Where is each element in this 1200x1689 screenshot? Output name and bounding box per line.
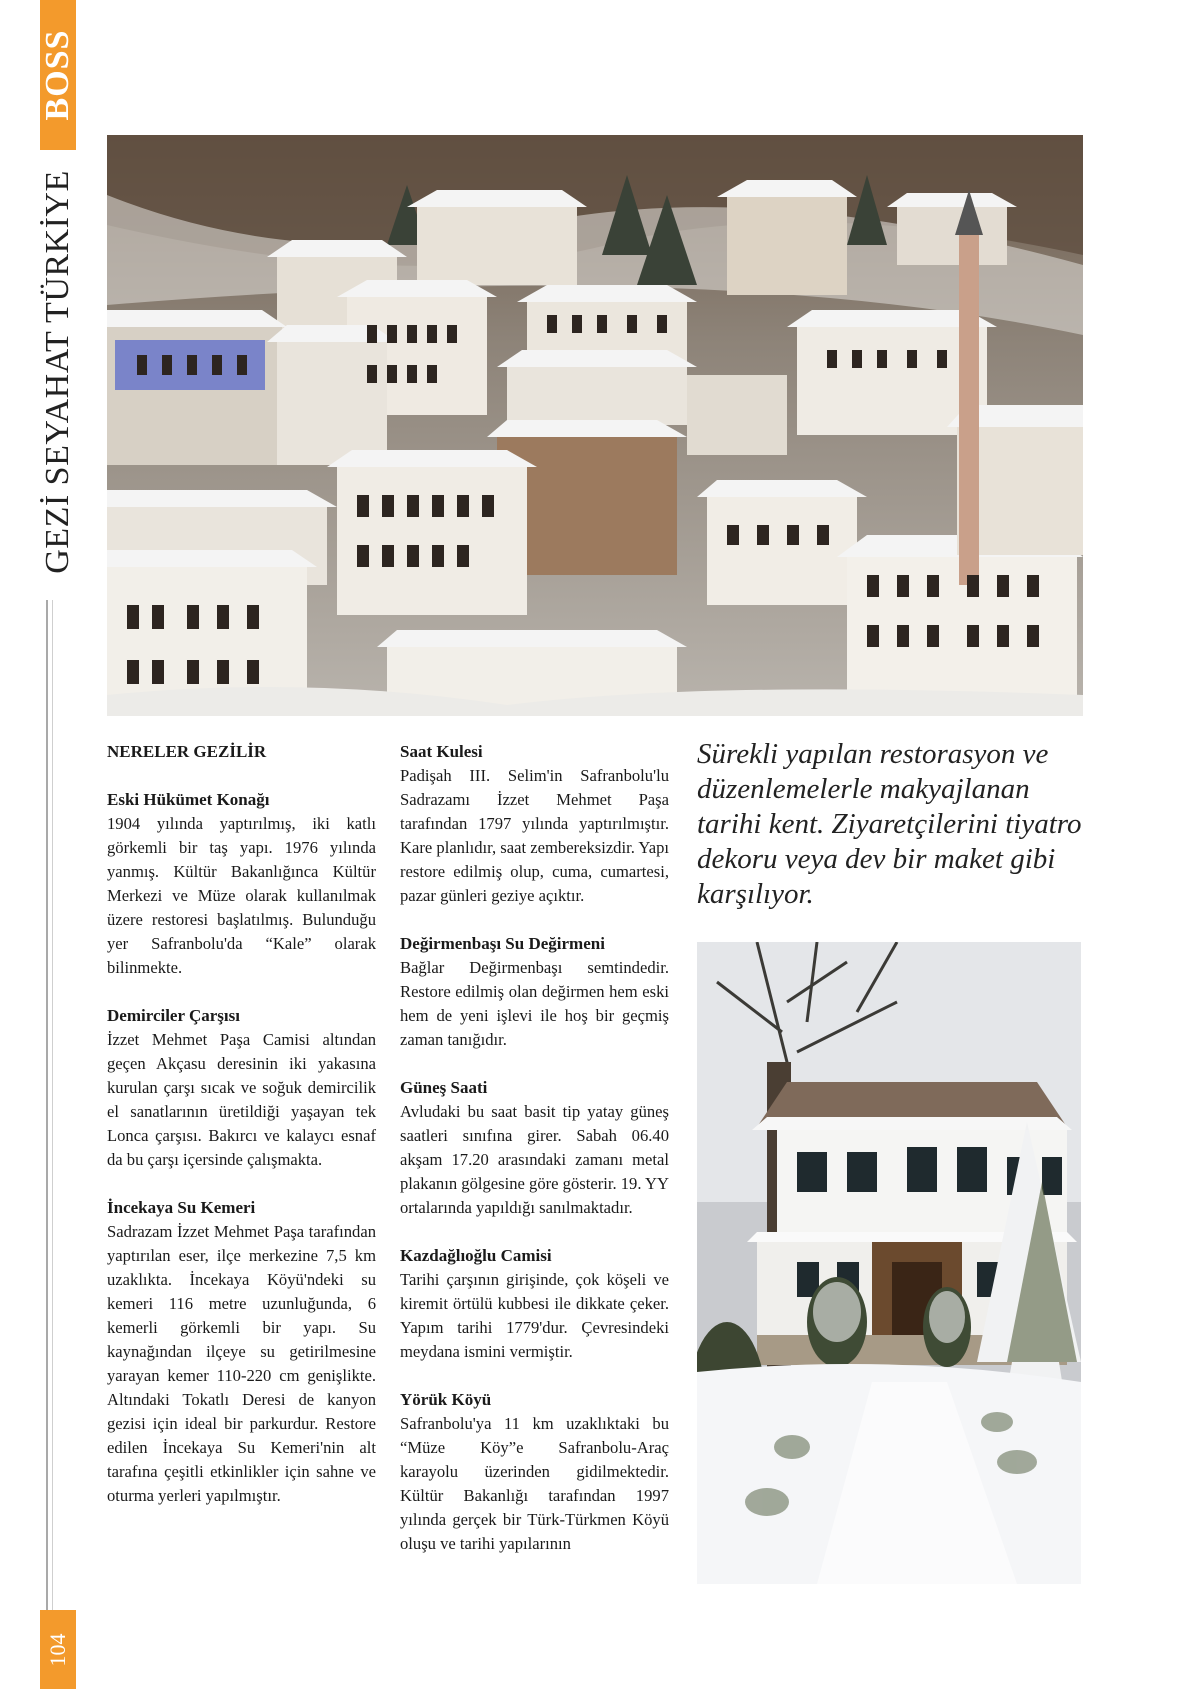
article-paragraph: Padişah III. Selim'in Safranbolu'lu Sadrazamı İzzet Mehmet Paşa tarafından 1797 yılında yaptırılmıştır. Kare planlıdır, saat zembereksizdir. Yapı restore edilmiş olup, cuma, cumartesi, pazar günleri geziye açıktır.: [400, 766, 669, 905]
section-heading: NERELER GEZİLİR: [107, 742, 267, 761]
article-subheading: Saat Kulesi: [400, 742, 483, 761]
article-subheading: Güneş Saati: [400, 1078, 488, 1097]
article-paragraph: 1904 yılında yaptırılmış, iki katlı görkemli bir taş yapı. 1976 yılında yanmış. Kültür Bakanlığınca Kültür Merkezi ve Müze olarak kullanılmak üzere restoresi başlatılmış. Bulunduğu yer Safranbolu'da “Kale” olarak bilinmekte.: [107, 814, 376, 977]
pull-quote: Sürekli yapılan restorasyon ve düzenlemelerle makyajlanan tarihi kent. Ziyaretçilerini tiyatro dekoru veya dev bir maket gibi karşılıyor.: [697, 738, 1082, 910]
article-subheading: İncekaya Su Kemeri: [107, 1198, 256, 1217]
spine-divider: [46, 600, 48, 1610]
brand-logo-text: BOSS: [39, 29, 76, 121]
article-paragraph: Avludaki bu saat basit tip yatay güneş saatleri sınıfına girer. Sabah 06.40 akşam 17.20 arasındaki zamanı metal plakanın gölgesine göre gösterir. 19. YY ortalarında yapıldığı sanılmaktadır.: [400, 1102, 669, 1217]
page-number: 104: [45, 1633, 70, 1667]
article-subheading: Demirciler Çarşısı: [107, 1006, 240, 1025]
text-column-1: [107, 740, 376, 1532]
article-paragraph: Bağlar Değirmenbaşı semtindedir. Restore edilmiş olan değirmen hem eski hem de yeni işlevi ile hoş bir geçmiş zaman tanığıdır.: [400, 958, 669, 1049]
spine-divider-thin: [52, 600, 53, 1610]
spine-section-title: GEZİ SEYAHAT TÜRKİYE: [39, 170, 76, 574]
article-paragraph: İzzet Mehmet Paşa Camisi altından geçen Akçasu deresinin iki yakasına kurulan çarşı sıcak ve soğuk demircilik el sanatlarının üretildiği yaşayan tek Lonca çarşısı. Bakırcı ve kalaycı esnaf da bu çarşı içersinde çalışmakta.: [107, 1030, 376, 1169]
text-column-2: [400, 740, 669, 1580]
article-subheading: Eski Hükümet Konağı: [107, 790, 270, 809]
article-paragraph: Safranbolu'ya 11 km uzaklıktaki bu “Müze Köy”e Safranbolu-Araç karayolu üzerinden gidilmektedir. Kültür Bakanlığı tarafından 1997 yılında gerçek bir Türk-Türkmen Köyü oluşu ve tarihi yapılarının: [400, 1414, 669, 1553]
article-subheading: Yörük Köyü: [400, 1390, 492, 1409]
article-subheading: Değirmenbaşı Su Değirmeni: [400, 934, 605, 953]
article-subheading: Kazdağlıoğlu Camisi: [400, 1246, 552, 1265]
article-paragraph: Sadrazam İzzet Mehmet Paşa tarafından yaptırılan eser, ilçe merkezine 7,5 km uzaklıkta. İncekaya Köyü'ndeki su kemeri 116 metre uzunluğunda, 6 kemerli görkemli bir yapı. Su kaynağından ilçeye su getirilmesine yarayan kemer 110-220 cm genişlikte. Altındaki Tokatlı Deresi de kanyon gezisi için ideal bir parkurdur. Restore edilen İncekaya Su Kemeri'nin alt tarafına çeşitli etkinlikler için sahne ve oturma yerleri yapılmıştır.: [107, 1222, 376, 1505]
bottom-photo: [697, 942, 1081, 1584]
article-paragraph: Tarihi çarşının girişinde, çok köşeli ve kiremit örtülü kubbesi ile dikkate çeker. Yapım tarihi 1779'dur. Çevresindeki meydana ismini vermiştir.: [400, 1270, 669, 1361]
top-photo: [107, 135, 1083, 716]
